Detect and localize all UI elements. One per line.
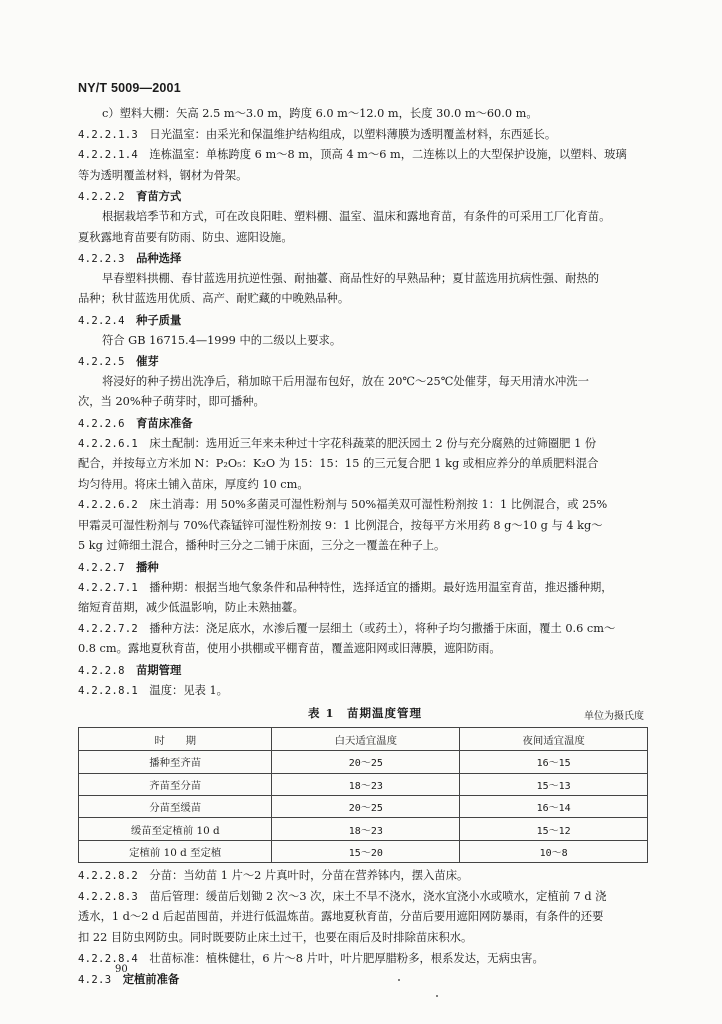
clause-title: 苗期管理 bbox=[136, 663, 182, 678]
clause-number: 4.2.2.8.1 bbox=[78, 684, 139, 697]
section-heading bbox=[78, 248, 652, 269]
clause-number: 4.2.2.2 bbox=[78, 191, 125, 204]
clause-number: 4.2.3 bbox=[78, 974, 112, 987]
body-line: 5 kg 过筛细土混合，播种时三分之二铺于床面，三分之一覆盖在种子上。 bbox=[78, 539, 446, 553]
section-heading bbox=[78, 310, 652, 331]
clause-number: 4.2.2.6.1 bbox=[78, 437, 139, 450]
clause-number: 4.2.2.6 bbox=[78, 417, 125, 430]
section-heading bbox=[78, 413, 652, 434]
clause-number: 4.2.2.8.4 bbox=[78, 952, 139, 965]
clause-text: 连栋温室：单栋跨度 6 m～8 m，顶高 4 m～6 m，二连栋以上的大型保护设施，以塑料、玻璃 bbox=[149, 148, 627, 162]
clause-line bbox=[78, 145, 652, 166]
table-row bbox=[79, 751, 648, 773]
clause-number: 4.2.2.8.3 bbox=[78, 890, 139, 903]
cell-period: 齐苗至分苗 bbox=[79, 773, 272, 795]
section-heading bbox=[78, 351, 652, 372]
clause-number: 4.2.2.1.3 bbox=[78, 128, 139, 141]
clause-title: 定植前准备 bbox=[122, 972, 180, 987]
clause-title: 催芽 bbox=[136, 354, 159, 369]
cell-day-temp: 18～23 bbox=[272, 818, 460, 840]
cell-period: 分苗至缓苗 bbox=[79, 796, 272, 818]
cell-night-temp: 15～12 bbox=[460, 818, 648, 840]
clause-text: 床土消毒：用 50%多菌灵可湿性粉剂与 50%福美双可湿性粉剂按 1：1 比例混合，或 25% bbox=[149, 498, 608, 512]
body-line: 根据栽培季节和方式，可在改良阳畦、塑料棚、温室、温床和露地育苗，有条件的可采用工厂化育苗。 bbox=[102, 209, 611, 223]
clause-number: 4.2.2.7.1 bbox=[78, 581, 139, 594]
clause-number: 4.2.2.7.2 bbox=[78, 622, 139, 635]
clause-number: 4.2.2.4 bbox=[78, 314, 125, 327]
clause-text: 播种方法：浇足底水，水渗后覆一层细土（或药土），将种子均匀撒播于床面，覆土 0.6 cm～ bbox=[149, 621, 616, 635]
clause-title: 育苗床准备 bbox=[136, 415, 193, 430]
header-day-temp: 白天适宜温度 bbox=[272, 728, 460, 751]
body-line: 等为透明覆盖材料，钢材为骨架。 bbox=[78, 168, 248, 182]
cell-day-temp: 18～23 bbox=[272, 773, 460, 795]
body-line: 符合 GB 16715.4—1999 中的二级以上要求。 bbox=[102, 333, 342, 347]
clause-title: 种子质量 bbox=[136, 312, 182, 327]
clause-number: 4.2.2.6.2 bbox=[78, 499, 139, 512]
cell-night-temp: 15～13 bbox=[460, 773, 648, 795]
clause-number: 4.2.2.8 bbox=[78, 665, 125, 678]
document-body bbox=[78, 104, 652, 990]
body-line: 配合，并按每立方米加 N：P₂O₅：K₂O 为 15：15：15 的三元复合肥 1 kg 或相应养分的单质肥料混合 bbox=[78, 457, 599, 471]
clause-number: 4.2.2.8.2 bbox=[78, 870, 139, 883]
clause-text: 苗后管理：缓苗后划锄 2 次～3 次，床土不旱不浇水，浇水宜浇小水或喷水，定植前 7 d 浇 bbox=[149, 889, 607, 903]
clause-number: 4.2.2.1.4 bbox=[78, 149, 139, 162]
cell-night-temp: 16～15 bbox=[460, 751, 648, 773]
clause-text: 床土配制：选用近三年来未种过十字花科蔬菜的肥沃园土 2 份与充分腐熟的过筛圈肥 1 份 bbox=[149, 436, 597, 450]
scan-speck bbox=[436, 995, 438, 997]
body-line: 0.8 cm。露地夏秋育苗，使用小拱棚或平棚育苗，覆盖遮阳网或旧薄膜，遮阳防雨。 bbox=[78, 642, 501, 656]
section-heading bbox=[78, 557, 652, 578]
temperature-table bbox=[78, 727, 648, 863]
body-line: 将浸好的种子捞出洗净后，稍加晾干后用湿布包好，放在 20℃～25℃处催芽，每天用清水冲洗一 bbox=[102, 374, 589, 388]
clause-line bbox=[78, 866, 652, 887]
cell-period: 缓苗至定植前 10 d bbox=[79, 818, 272, 840]
table-row bbox=[79, 773, 648, 795]
clause-text: 分苗：当幼苗 1 片～2 片真叶时，分苗在营养钵内，摆入苗床。 bbox=[149, 869, 469, 883]
clause-line bbox=[78, 434, 652, 455]
clause-title: 品种选择 bbox=[136, 251, 182, 266]
section-heading bbox=[78, 660, 652, 681]
body-line: 品种；秋甘蓝选用优质、高产、耐贮藏的中晚熟品种。 bbox=[78, 292, 350, 306]
table-row bbox=[79, 840, 648, 862]
clause-line bbox=[78, 681, 652, 702]
cell-day-temp: 15～20 bbox=[272, 840, 460, 862]
clause-line bbox=[78, 495, 652, 516]
cell-night-temp: 16～14 bbox=[460, 796, 648, 818]
clause-text: 温度：见表 1。 bbox=[149, 683, 228, 697]
cell-day-temp: 20～25 bbox=[272, 796, 460, 818]
clause-text: 壮苗标准：植株健壮，6 片～8 片叶，叶片肥厚腊粉多，根系发达，无病虫害。 bbox=[149, 951, 544, 965]
page-number: 90 bbox=[115, 964, 128, 975]
clause-line bbox=[78, 949, 652, 970]
clause-title: 播种 bbox=[136, 560, 159, 575]
clause-line bbox=[78, 619, 652, 640]
table-title: 表 1 苗期温度管理 bbox=[308, 706, 423, 721]
body-line: c）塑料大棚：矢高 2.5 m～3.0 m，跨度 6.0 m～12.0 m，长度 30.0 m～60.0 m。 bbox=[102, 107, 538, 120]
body-line: 夏秋露地育苗要有防雨、防虫、遮阳设施。 bbox=[78, 230, 293, 244]
body-line: 次，当 20%种子萌芽时，即可播种。 bbox=[78, 395, 265, 409]
cell-day-temp: 20～25 bbox=[272, 751, 460, 773]
body-line: 甲霜灵可湿性粉剂与 70%代森锰锌可湿性粉剂按 9：1 比例混合，按每平方米用药 8 g～10 g 与 4 kg～ bbox=[78, 518, 603, 532]
table-unit: 单位为摄氏度 bbox=[584, 711, 644, 723]
cell-period: 播种至齐苗 bbox=[79, 751, 272, 773]
table-row bbox=[79, 818, 648, 840]
section-heading bbox=[78, 186, 652, 207]
clause-line bbox=[78, 125, 652, 146]
clause-number: 4.2.2.3 bbox=[78, 253, 125, 266]
standard-code-header: NY/T 5009—2001 bbox=[78, 81, 181, 95]
table-header-row bbox=[79, 728, 648, 751]
table-caption bbox=[78, 701, 652, 727]
body-line: 均匀待用。将床土铺入苗床，厚度约 10 cm。 bbox=[78, 477, 309, 491]
body-line: 扣 22 目防虫网防虫。同时既要防止床土过干，也要在雨后及时排除苗床积水。 bbox=[78, 930, 473, 944]
body-line: 早春塑料拱棚、春甘蓝选用抗逆性强、耐抽薹、商品性好的早熟品种；夏甘蓝选用抗病性强、耐热的 bbox=[102, 271, 600, 285]
clause-number: 4.2.2.5 bbox=[78, 356, 125, 369]
table-row bbox=[79, 796, 648, 818]
body-line: 缩短育苗期，减少低温影响，防止未熟抽薹。 bbox=[78, 601, 304, 615]
header-night-temp: 夜间适宜温度 bbox=[460, 728, 648, 751]
clause-line bbox=[78, 887, 652, 908]
clause-text: 播种期：根据当地气象条件和品种特性，选择适宜的播期。最好选用温室育苗，推迟播种期， bbox=[149, 580, 613, 594]
clause-line bbox=[78, 578, 652, 599]
clause-number: 4.2.2.7 bbox=[78, 562, 125, 575]
body-line: 透水，1 d～2 d 后起苗囤苗，并进行低温炼苗。露地夏秋育苗，分苗后要用遮阳网防暴雨，有条件的还要 bbox=[78, 910, 604, 924]
clause-title: 育苗方式 bbox=[136, 189, 182, 204]
scan-speck bbox=[398, 979, 400, 981]
cell-period: 定植前 10 d 至定植 bbox=[79, 840, 272, 862]
cell-night-temp: 10～8 bbox=[460, 840, 648, 862]
header-period: 时 期 bbox=[79, 728, 272, 751]
section-heading bbox=[78, 969, 652, 990]
clause-text: 日光温室：由采光和保温维护结构组成，以塑料薄膜为透明覆盖材料，东西延长。 bbox=[149, 127, 557, 141]
